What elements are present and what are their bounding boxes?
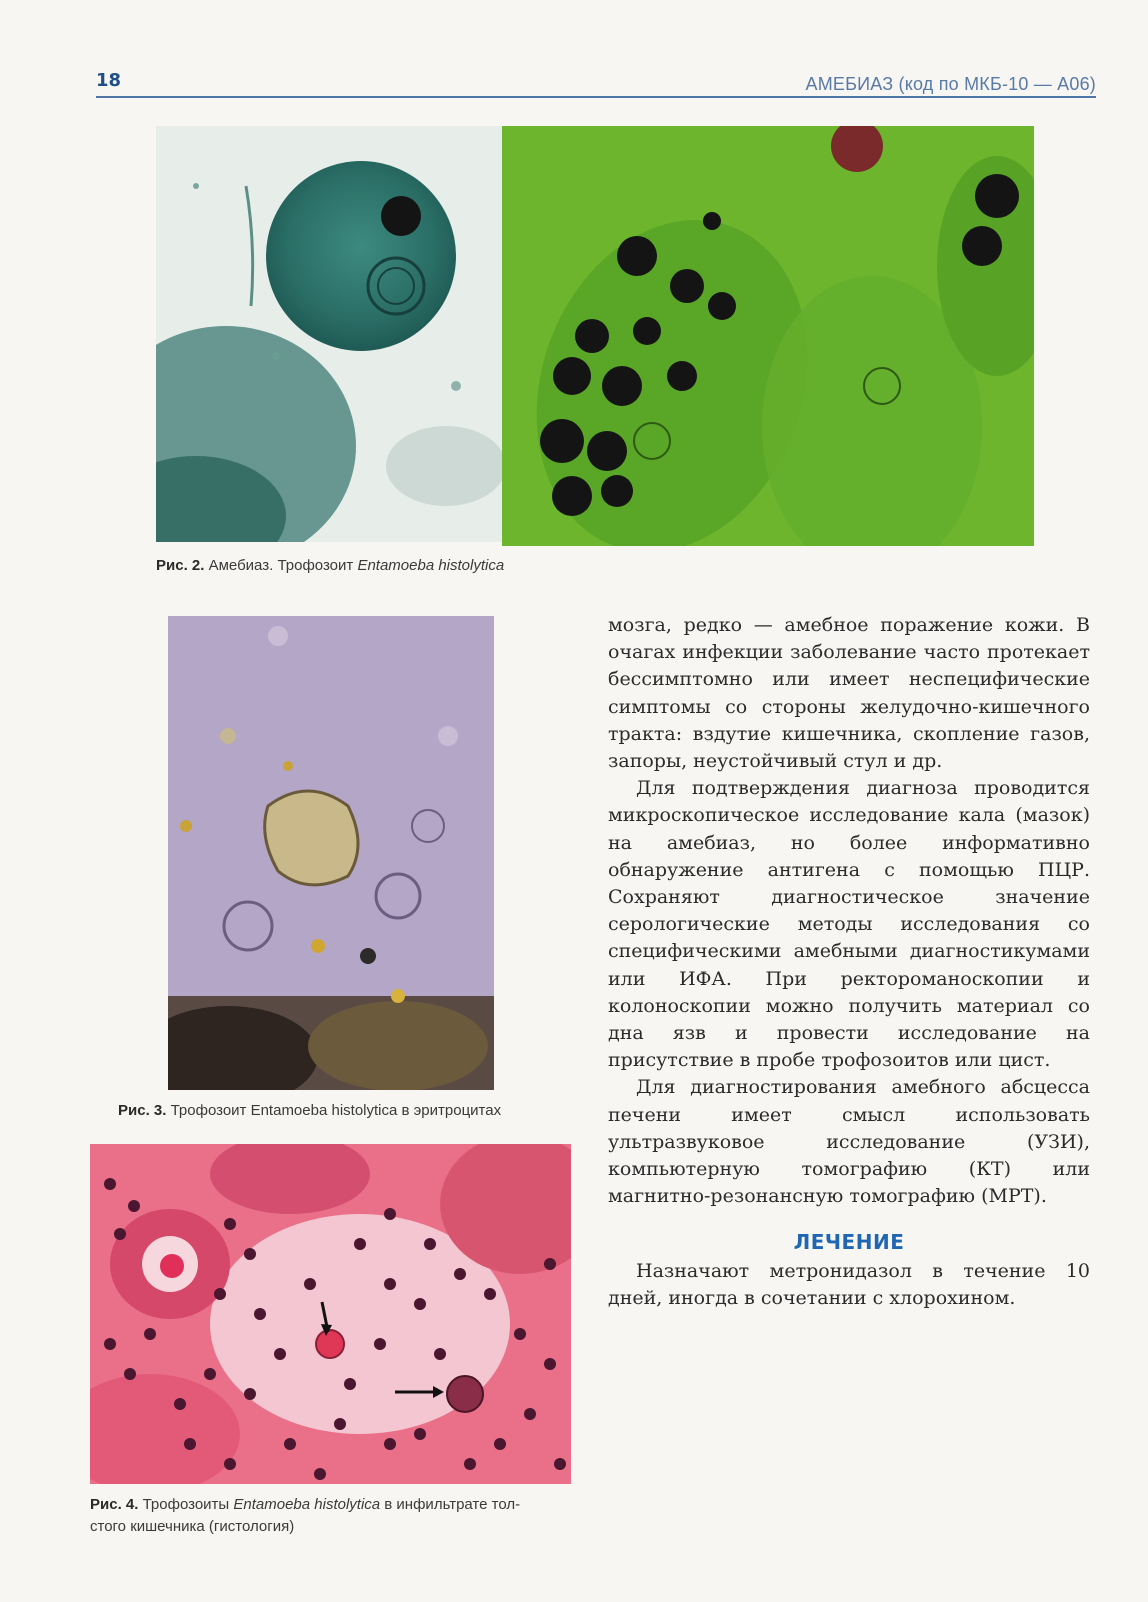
- figure-3-micrograph: [168, 616, 494, 1090]
- page-number: 18: [96, 70, 122, 91]
- paragraph-1: мозга, редко — амебное поражение кожи. В очагах инфекции заболевание часто протекает бессимптомно или имеет неспецифические симптомы со стороны желудочно-кишечного тракта: вздутие кишечника, скопление газов, запоры, неустойчивый стул и др.: [608, 614, 1090, 773]
- figure-4-species: Entamoeba histolytica: [233, 1496, 381, 1513]
- chapter-title: АМЕБИАЗ (код по МКБ-10 — А06): [805, 74, 1096, 94]
- figure-4-label: Рис. 4.: [90, 1496, 139, 1513]
- figure-4-micrograph: [90, 1144, 571, 1484]
- main-text: [608, 612, 1090, 1210]
- figure-4-caption: [90, 1494, 580, 1538]
- figure-3-label: Рис. 3.: [118, 1102, 167, 1119]
- treatment-paragraph: Назначают метронидазол в течение 10 дней, иногда в сочетании с хлорохином.: [608, 1260, 1090, 1310]
- paragraph-2: Для подтверждения диагноза проводится микроскопическое исследование кала (мазок) на амебиаз, но более информативно обнаружение антигена с помощью ПЦР. Сохраняют диагностическое значение серологические методы исследования со специфическими амебными диагностикумами или ИФА. При ректороманоскопии и колоноскопии можно получить материал со дна язв и провести исследование на присутствие в пробе трофозоитов или цист.: [608, 777, 1090, 1072]
- section-heading-treatment: ЛЕЧЕНИЕ: [793, 1230, 905, 1254]
- figure-2-left-micrograph: [156, 126, 502, 542]
- figure-2-right-micrograph: [502, 126, 1034, 546]
- paragraph-3: Для диагностирования амебного абсцесса печени имеет смысл использовать ультразвуковое исследование (УЗИ), компьютерную томографию (КТ) или магнитно-резонансную томографию (МРТ).: [608, 1076, 1090, 1208]
- header-rule: [96, 96, 1096, 98]
- treatment-text: [608, 1258, 1090, 1312]
- figure-2-label: Рис. 2.: [156, 557, 205, 574]
- figure-4-text-before: Трофозоиты: [142, 1496, 230, 1513]
- figure-4-text-line2: стого кишечника (гистология): [90, 1518, 295, 1535]
- figure-3-caption: [118, 1100, 501, 1122]
- figure-2-species: Entamoeba histolytica: [357, 557, 505, 574]
- figure-3-text: Трофозоит Entamoeba histolytica в эритроцитах: [170, 1102, 502, 1119]
- figure-2-caption: [156, 555, 504, 577]
- figure-2-text: Амебиаз. Трофозоит: [208, 557, 354, 574]
- figure-4-text-after: в инфильтрате тол-: [384, 1496, 521, 1513]
